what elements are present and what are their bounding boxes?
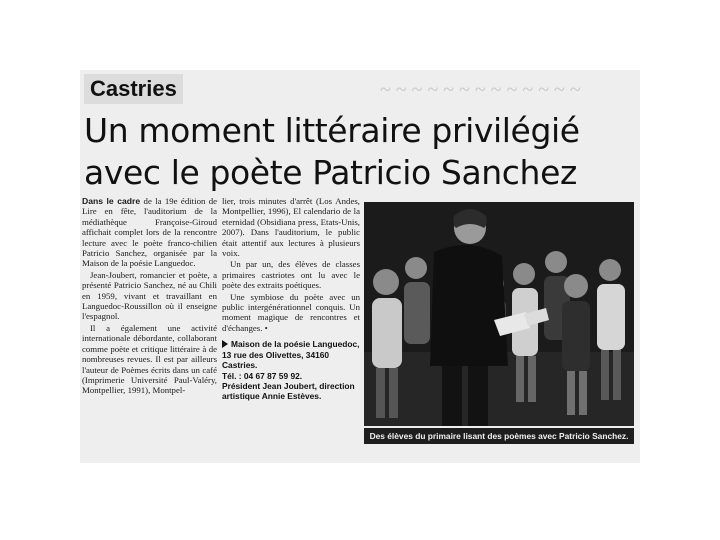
photo-caption: Des élèves du primaire lisant des poèmes avec Patricio Sanchez. [364,428,634,444]
bleed-through-text: ~ ~ ~ ~ ~ ~ ~ ~ ~ ~ ~ ~ ~ [380,79,581,101]
article-photo [364,202,634,426]
paragraph-text: de la 19e édition de Lire en fête, l'auditorium de la médiathèque Françoise-Giroud affichait complet lors de la rencontre lecture avec le poète franco-chilien Patricio Sanchez, organisée par la Maison de la poésie Languedoc. [82,196,218,269]
article-paragraph [82,196,217,269]
info-box [222,339,360,401]
headline-line-2: avec le poète Patricio Sanchez [84,153,577,192]
photo-illustration [364,202,634,426]
headline [84,110,636,194]
article-paragraph: Jean-Joubert, romancier et poète, a présenté Patricio Sanchez, né au Chili en 1959, vivant et travaillant en Languedoc-Roussillon où il enseigne l'espagnol. [82,269,217,322]
section-rubric: Castries [84,74,183,104]
info-address: Maison de la poésie Languedoc, 13 rue des Olivettes, 34160 Castries. [222,339,360,371]
info-phone: Tél. : 04 67 87 59 92. [222,370,303,381]
info-credits: Président Jean Joubert, direction artistique Annie Estèves. [222,380,355,402]
lead-words: Dans le cadre [82,196,141,206]
article-paragraph: Une symbiose du poète avec un public intergénérationnel conquis. Un moment magique de rencontres et d'échanges. • [222,291,360,333]
newspaper-clipping [80,70,640,463]
headline-line-1: Un moment littéraire privilégié [84,111,580,150]
article-column-2 [222,196,360,402]
article-paragraph: Il a également une activité internationale débordante, collaborant comme poète et critique littéraire à de nombreuses revues. Il est par ailleurs l'auteur de Poèmes écrits dans un café (Imprimerie Université Paul-Valéry, Montpellier, 1991), Montpel- [82,322,217,396]
arrow-icon [222,340,228,348]
article-column-1 [82,196,217,397]
article-paragraph: lier, trois minutes d'arrêt (Los Andes, Montpellier, 1996), El calendario de la eternidad (Obsidiana press, Etats-Unis, 2007). Dans l'auditorium, le public était attentif aux lectures à plusieurs voix. [222,196,360,259]
article-paragraph: Un par un, des élèves de classes primaires castriotes ont lu avec le poète des extraits poétiques. [222,259,360,291]
